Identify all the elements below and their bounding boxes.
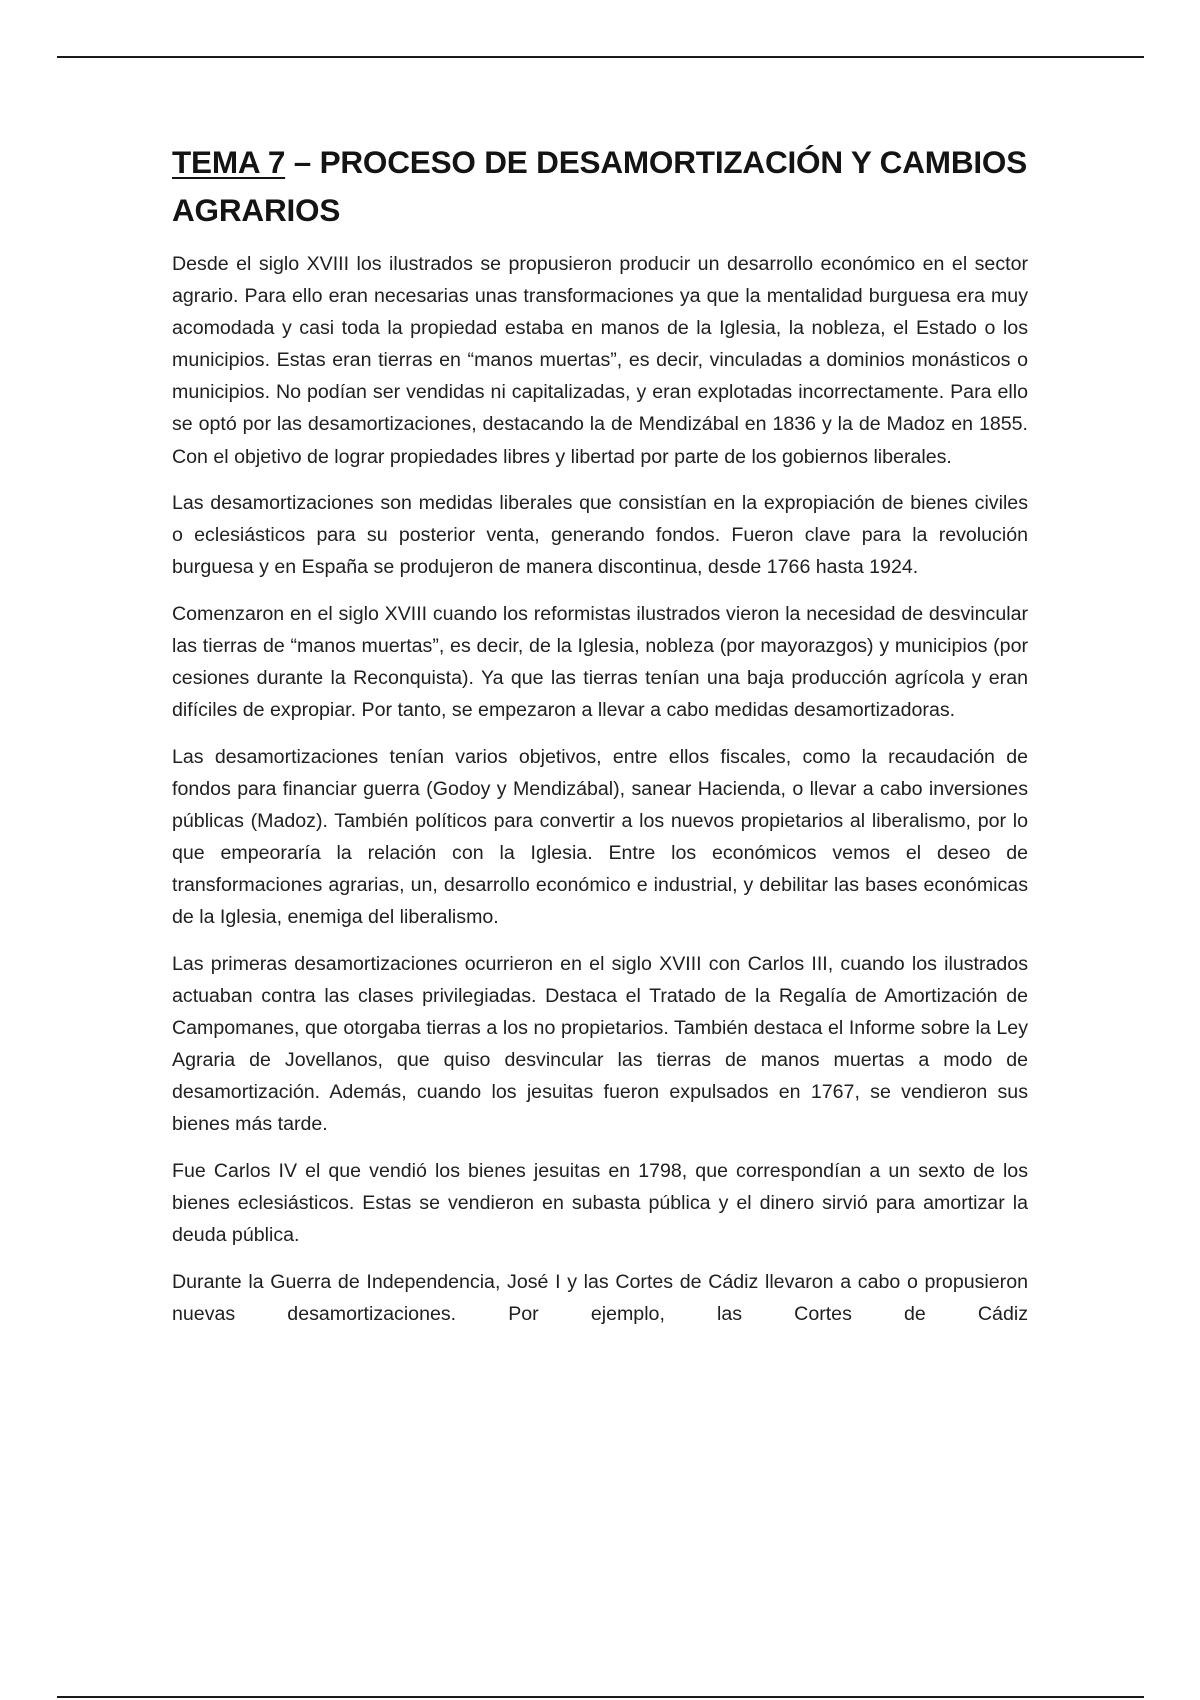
paragraph-6: Fue Carlos IV el que vendió los bienes jesuitas en 1798, que correspondían a un sexto de los bienes eclesiásticos. Estas se vendieron en subasta pública y el dinero sirvió para amortizar la deuda pública.	[172, 1159, 1028, 1247]
bottom-rule	[57, 1696, 1144, 1698]
top-rule	[57, 56, 1144, 58]
document-page	[172, 138, 1028, 1344]
title-prefix: TEMA 7	[172, 144, 286, 180]
paragraph-4: Las desamortizaciones tenían varios objetivos, entre ellos fiscales, como la recaudación de fondos para financiar guerra (Godoy y Mendizábal), sanear Hacienda, o llevar a cabo inversiones públicas (Madoz). También políticos para convertir a los nuevos propietarios al liberalismo, por lo que empeoraría la relación con la Iglesia. Entre los económicos vemos el deseo de transformaciones agrarias, un, desarrollo económico e industrial, y debilitar las bases económicas de la Iglesia, enemiga del liberalismo.	[172, 745, 1028, 929]
paragraph-3: Comenzaron en el siglo XVIII cuando los reformistas ilustrados vieron la necesidad de desvincular las tierras de “manos muertas”, es decir, de la Iglesia, nobleza (por mayorazgos) y municipios (por cesiones durante la Reconquista). Ya que las tierras tenían una baja producción agrícola y eran difíciles de expropiar. Por tanto, se empezaron a llevar a cabo medidas desamortizadoras.	[172, 602, 1028, 722]
title-rest: – PROCESO DE DESAMORTIZACIÓN Y CAMBIOS AGRARIOS	[172, 144, 1028, 228]
paragraph-5: Las primeras desamortizaciones ocurrieron en el siglo XVIII con Carlos III, cuando los ilustrados actuaban contra las clases privilegiadas. Destaca el Tratado de la Regalía de Amortización de Campomanes, que otorgaba tierras a los no propietarios. También destaca el Informe sobre la Ley Agraria de Jovellanos, que quiso desvincular las tierras de manos muertas a modo de desamortización. Además, cuando los jesuitas fueron expulsados en 1767, se vendieron sus bienes más tarde.	[172, 952, 1028, 1136]
paragraph-1: Desde el siglo XVIII los ilustrados se propusieron producir un desarrollo económico en el sector agrario. Para ello eran necesarias unas transformaciones ya que la mentalidad burguesa era muy acomodada y casi toda la propiedad estaba en manos de la Iglesia, la nobleza, el Estado o los municipios. Estas eran tierras en “manos muertas”, es decir, vinculadas a dominios monásticos o municipios. No podían ser vendidas ni capitalizadas, y eran explotadas incorrectamente. Para ello se optó por las desamortizaciones, destacando la de Mendizábal en 1836 y la de Madoz en 1855. Con el objetivo de lograr propiedades libres y libertad por parte de los gobiernos liberales.	[172, 253, 1028, 468]
paragraph-7: Durante la Guerra de Independencia, José I y las Cortes de Cádiz llevaron a cabo o propusieron nuevas desamortizaciones. Por ejemplo, las Cortes de Cádiz	[172, 1270, 1028, 1325]
paragraph-2: Las desamortizaciones son medidas liberales que consistían en la expropiación de bienes civiles o eclesiásticos para su posterior venta, generando fondos. Fueron clave para la revolución burguesa y en España se produjeron de manera discontinua, desde 1766 hasta 1924.	[172, 492, 1028, 579]
document-title	[172, 138, 1028, 234]
